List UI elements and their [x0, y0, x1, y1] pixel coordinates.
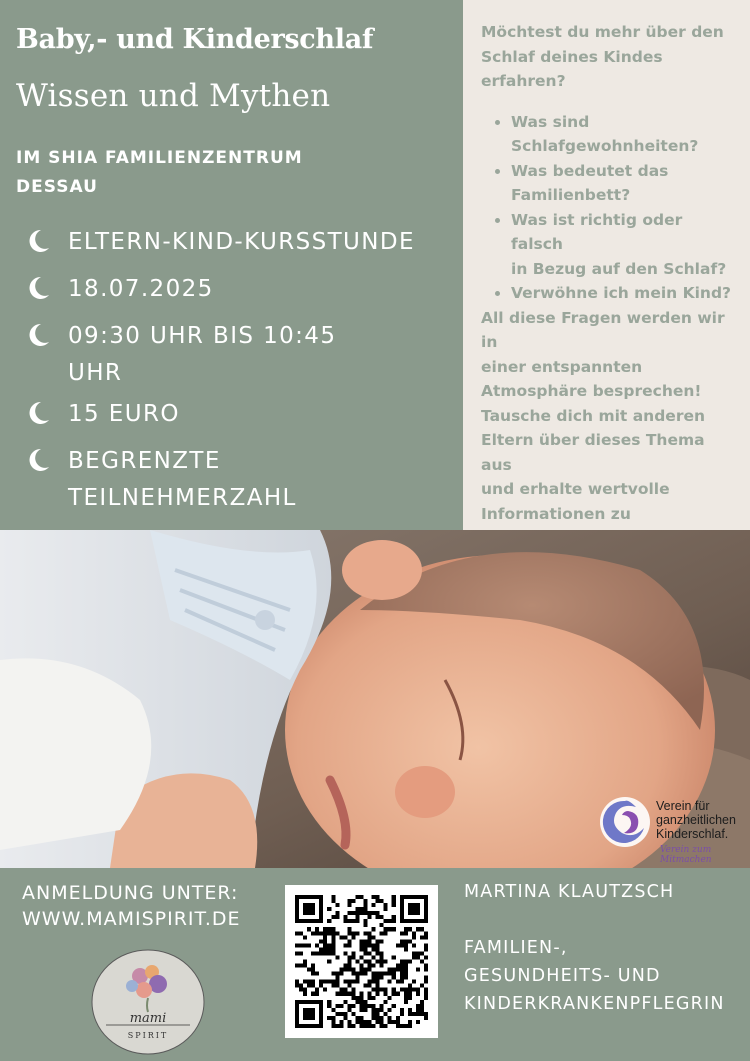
- signup-url[interactable]: WWW.MAMISPIRIT.DE: [22, 908, 241, 930]
- list-item-text: Familienbett?: [511, 186, 631, 204]
- location-line-2: DESSAU: [16, 177, 98, 197]
- title-main: Baby,- und Kinderschlaf: [16, 24, 374, 55]
- detail-time: [24, 318, 454, 392]
- list-item-text: Was bedeutet das: [511, 161, 669, 180]
- detail-price: [24, 396, 454, 433]
- list-item: [511, 110, 736, 159]
- partner-logo: [598, 795, 750, 865]
- detail-text-cont: TEILNEHMERZAHL: [68, 485, 297, 511]
- detail-text-cont: UHR: [68, 360, 123, 386]
- list-item-text: Verwöhne ich mein Kind?: [511, 284, 732, 302]
- intro-line: Schlaf deines Kindes: [481, 47, 663, 66]
- closing-line: All diese Fragen werden wir in: [481, 308, 725, 351]
- closing-line: Tausche dich mit anderen: [481, 406, 706, 425]
- contact-name: MARTINA KLAUTZSCH: [464, 882, 675, 902]
- location: [16, 144, 416, 202]
- partner-logo-line: Verein für: [656, 799, 710, 813]
- detail-text: 18.07.2025: [68, 276, 214, 302]
- location-line-1: IM SHIA FAMILIENZENTRUM: [16, 148, 303, 168]
- list-item-text: Was sind: [511, 112, 590, 131]
- signup-info: [22, 880, 241, 932]
- closing-line: Eltern über dieses Thema aus: [481, 431, 705, 474]
- closing-line: Atmosphäre besprechen!: [481, 382, 702, 400]
- partner-logo-text: [656, 799, 736, 841]
- contact-info: [464, 878, 725, 1018]
- detail-text: BEGRENZTE: [68, 448, 221, 474]
- event-details: [24, 224, 454, 527]
- partner-logo-line: ganzheitlichen: [656, 813, 736, 827]
- detail-limited: [24, 443, 454, 517]
- question-list: [481, 110, 736, 306]
- detail-text: ELTERN-KIND-KURSSTUNDE: [68, 229, 415, 255]
- logo-text-top: mami: [129, 1011, 167, 1026]
- mami-spirit-logo: [88, 946, 208, 1058]
- header-left-panel: [0, 0, 463, 530]
- list-item-text: Was ist richtig oder falsch: [511, 210, 683, 253]
- closing-line: einer entspannten: [481, 357, 643, 376]
- detail-text: 09:30 UHR BIS 10:45: [68, 323, 337, 349]
- signup-label: ANMELDUNG UNTER:: [22, 882, 239, 904]
- info-panel: [463, 0, 750, 530]
- closing-line: Informationen zu: [481, 504, 631, 523]
- qr-code-icon: [295, 895, 428, 1028]
- swirl-logo-icon: [598, 795, 652, 849]
- contact-role-line: FAMILIEN-,: [464, 938, 568, 958]
- partner-logo-tagline: Verein zum Mitmachen: [660, 845, 712, 865]
- moon-icon: [24, 274, 52, 302]
- list-item-text: Schlafgewohnheiten?: [511, 137, 699, 155]
- closing-text: [481, 306, 736, 551]
- intro-line: erfahren?: [481, 72, 566, 90]
- qr-code[interactable]: [285, 885, 438, 1038]
- detail-text: 15 EURO: [68, 401, 180, 427]
- list-item: [511, 159, 736, 208]
- list-item: [511, 208, 736, 282]
- detail-course-type: [24, 224, 454, 261]
- contact-role-line: GESUNDHEITS- UND: [464, 966, 661, 986]
- moon-icon: [24, 227, 52, 255]
- moon-icon: [24, 399, 52, 427]
- partner-logo-line: Kinderschlaf.: [656, 827, 729, 841]
- list-item-text: in Bezug auf den Schlaf?: [511, 259, 727, 278]
- detail-date: [24, 271, 454, 308]
- intro-line: Möchtest du mehr über den: [481, 23, 724, 41]
- intro-question: [481, 20, 736, 94]
- contact-role-line: KINDERKRANKENPFLEGRIN: [464, 994, 725, 1014]
- footer: [0, 868, 750, 1061]
- closing-line: und erhalte wertvolle: [481, 480, 670, 498]
- title-subtitle: Wissen und Mythen: [16, 78, 331, 114]
- list-item: [511, 281, 736, 306]
- moon-icon: [24, 446, 52, 474]
- logo-text-bottom: SPIRIT: [127, 1031, 169, 1040]
- moon-icon: [24, 321, 52, 349]
